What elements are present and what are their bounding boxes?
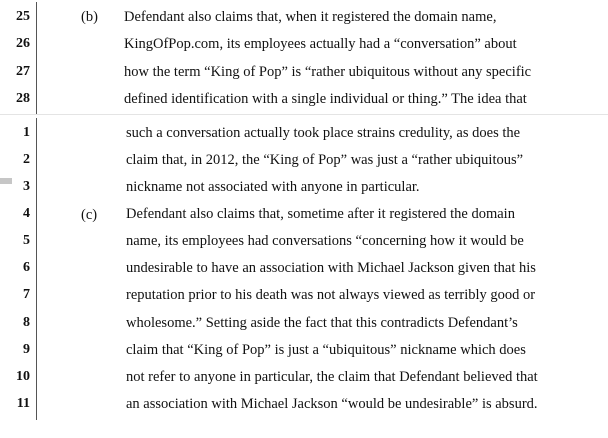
line-number: 4	[23, 206, 30, 221]
page-break	[0, 114, 608, 115]
paragraph-label-c: (c)	[81, 207, 98, 223]
line-number: 5	[23, 233, 30, 248]
line-number: 10	[16, 369, 30, 384]
line-number: 26	[16, 36, 30, 51]
text-line: claim that, in 2012, the “King of Pop” was just a “rather ubiquitous”	[126, 152, 524, 168]
paragraph-label-b: (b)	[81, 9, 98, 25]
line-number: 27	[16, 64, 30, 79]
text-line: undesirable to have an association with Michael Jackson given that his	[126, 260, 536, 276]
text-line: wholesome.” Setting aside the fact that this contradicts Defendant’s	[126, 315, 518, 331]
text-line: name, its employees had conversations “concerning how it would be	[126, 233, 524, 249]
line-number: 1	[23, 125, 30, 140]
line-number: 25	[16, 9, 30, 24]
line-number: 7	[23, 287, 30, 302]
text-line: Defendant also claims that, sometime after it registered the domain	[126, 206, 515, 222]
line-number: 6	[23, 260, 30, 275]
line-number-rule	[36, 118, 37, 420]
text-line: defined identification with a single individual or thing.” The idea that	[124, 91, 527, 107]
line-number: 3	[23, 179, 30, 194]
line-number: 9	[23, 342, 30, 357]
text-line: claim that “King of Pop” is just a “ubiquitous” nickname which does	[126, 342, 526, 358]
text-line: how the term “King of Pop” is “rather ubiquitous without any specific	[124, 64, 532, 80]
line-number-rule	[36, 2, 37, 114]
text-line: nickname not associated with anyone in particular.	[126, 179, 420, 195]
text-line: reputation prior to his death was not always viewed as terribly good or	[126, 287, 536, 303]
text-line: Defendant also claims that, when it registered the domain name,	[124, 9, 497, 25]
line-number: 8	[23, 315, 30, 330]
line-number: 11	[16, 396, 30, 411]
text-line: KingOfPop.com, its employees actually had a “conversation” about	[124, 36, 517, 52]
text-line: such a conversation actually took place strains credulity, as does the	[126, 125, 521, 141]
text-line: an association with Michael Jackson “would be undesirable” is absurd.	[126, 396, 538, 412]
line-number: 28	[16, 91, 30, 106]
text-line: not refer to anyone in particular, the claim that Defendant believed that	[126, 369, 538, 385]
line-number: 2	[23, 152, 30, 167]
